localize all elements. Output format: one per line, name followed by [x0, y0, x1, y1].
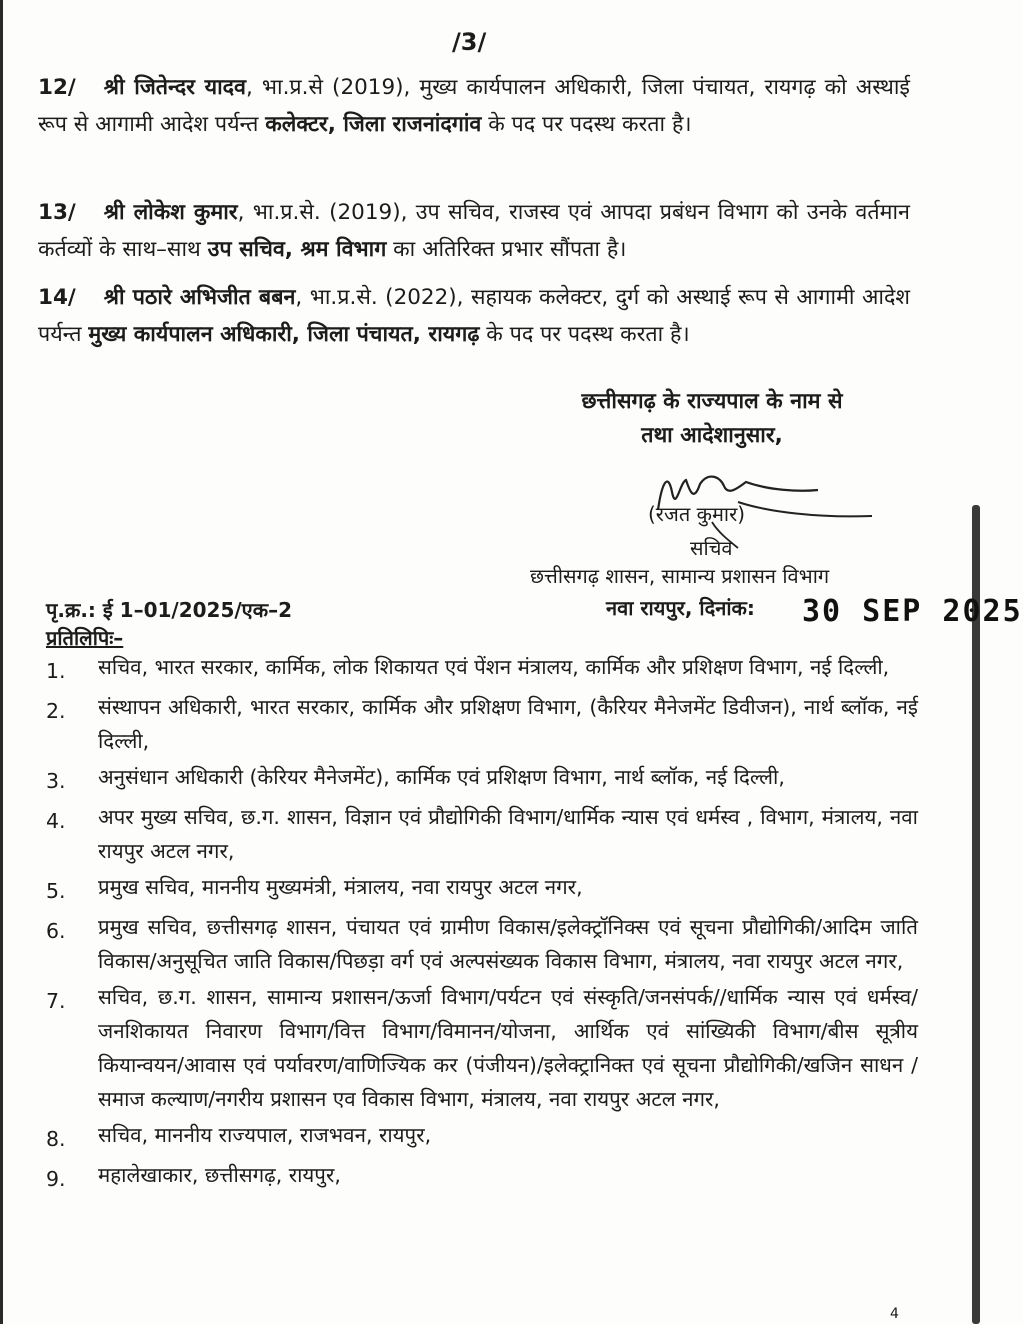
reference-number: पृ.क्र.: ई 1–01/2025/एक–2: [46, 598, 293, 622]
list-item: [46, 870, 918, 908]
page-number: /3/: [452, 28, 487, 56]
list-item: [46, 980, 918, 1116]
item-text: सचिव, माननीय राज्यपाल, राजभवन, रायपुर,: [98, 1123, 432, 1147]
item-text: सचिव, भारत सरकार, कार्मिक, लोक शिकायत एवं पेंशन मंत्रालय, कार्मिक और प्रशिक्षण विभाग, नई दिल्ली,: [98, 655, 890, 679]
item-text: अनुसंधान अधिकारी (केरियर मैनेजमेंट), कार्मिक एवं प्रशिक्षण विभाग, नार्थ ब्लॉक, नई दिल्ली,: [98, 765, 785, 789]
list-item: [46, 760, 918, 798]
paragraph-text: , भा.प्र.से (2019), मुख्य कार्यपालन अधिकारी, जिला पंचायत, रायगढ़ को अस्थाई रूप से आगामी आदेश पर्यन्त: [38, 75, 910, 137]
item-text: सचिव, छ.ग. शासन, सामान्य प्रशासन/ऊर्जा विभाग/पर्यटन एवं संस्कृति/जनसंपर्क//धार्मिक न्यास एवं धर्मस्व/जनशिकायत निवारण विभाग/वित्त विभाग/विमानन/योजना, आर्थिक एवं सांख्यिकी विभाग/बीस सूत्रीय कियान्वयन/आवास एवं पर्यावरण/वाणिज्यिक कर (पंजीयन)/इलेक्ट्रानिक्त एवं सूचना प्रौद्योगिकी/खजिन साधन /समाज कल्याण/नगरीय प्रशासन एव विकास विभाग, मंत्रालय, नवा रायपुर अटल नगर,: [98, 985, 918, 1111]
item-number: 3.: [46, 769, 66, 793]
item-number: 1.: [46, 659, 66, 683]
place-date-label: नवा रायपुर, दिनांक:: [606, 596, 755, 620]
item-number: 9.: [46, 1167, 66, 1191]
item-text: अपर मुख्य सचिव, छ.ग. शासन, विज्ञान एवं प्रौद्योगिकी विभाग/धार्मिक न्यास एवं धर्मस्व , विभाग, मंत्रालय, नवा रायपुर अटल नगर,: [98, 805, 918, 863]
paragraph-number: 12/: [38, 75, 76, 100]
paragraph-14: [38, 280, 910, 353]
posting: कलेक्टर, जिला राजनांदगांव: [265, 111, 482, 137]
item-number: 6.: [46, 919, 66, 943]
list-item: [46, 650, 918, 688]
officer-name: श्री जितेन्दर यादव: [103, 75, 247, 100]
page-footer-number: 4: [890, 1306, 899, 1322]
list-item: [46, 1158, 918, 1196]
item-text: प्रमुख सचिव, छत्तीसगढ़ शासन, पंचायत एवं ग्रामीण विकास/इलेक्ट्रॉनिक्स एवं सूचना प्रौद्योगिकी/आदिम जाति विकास/अनुसूचित जाति विकास/पिछड़ा वर्ग एवं अल्पसंख्यक विकास विभाग, मंत्रालय, नवा रायपुर अटल नगर,: [98, 915, 918, 973]
item-number: 7.: [46, 989, 66, 1013]
signatory-department: छत्तीसगढ़ शासन, सामान्य प्रशासन विभाग: [530, 564, 830, 588]
list-item: [46, 1118, 918, 1156]
paragraph-text: , भा.प्र.से. (2019), उप सचिव, राजस्व एवं आपदा प्रबंधन विभाग को उनके वर्तमान कर्तव्यों के साथ–साथ: [38, 200, 910, 262]
posting: मुख्य कार्यपालन अधिकारी, जिला पंचायत, रायगढ़: [88, 321, 480, 347]
copy-list: [46, 650, 918, 1198]
list-item: [46, 800, 918, 868]
order-line-1: छत्तीसगढ़ के राज्यपाल के नाम से: [581, 389, 843, 414]
paragraph-number: 14/: [38, 285, 76, 310]
signatory-name: (रजत कुमार): [648, 502, 746, 526]
list-item: [46, 910, 918, 978]
paragraph-text-end: के पद पर पदस्थ करता है।: [479, 321, 690, 347]
item-text: प्रमुख सचिव, माननीय मुख्यमंत्री, मंत्रालय, नवा रायपुर अटल नगर,: [98, 875, 583, 899]
paragraph-text: , भा.प्र.से. (2022), सहायक कलेक्टर, दुर्ग को अस्थाई रूप से आगामी आदेश पर्यन्त: [38, 285, 910, 347]
scan-left-edge: [0, 0, 3, 1324]
item-text: संस्थापन अधिकारी, भारत सरकार, कार्मिक और प्रशिक्षण विभाग, (कैरियर मैनेजमेंट डिवीजन), नार्थ ब्लॉक, नई दिल्ली,: [98, 695, 918, 753]
paragraph-12: [38, 70, 910, 143]
paragraph-text-end: के पद पर पदस्थ करता है।: [481, 111, 692, 137]
paragraph-number: 13/: [38, 200, 76, 225]
officer-name: श्री पठारे अभिजीत बबन: [103, 285, 296, 310]
date-stamp: 30 SEP 2025: [802, 594, 1023, 629]
signatory-designation: सचिव: [690, 536, 733, 560]
order-line-2: तथा आदेशानुसार,: [641, 423, 783, 448]
posting: उप सचिव, श्रम विभाग: [207, 236, 387, 262]
item-number: 2.: [46, 699, 66, 723]
item-text: महालेखाकार, छत्तीसगढ़, रायपुर,: [98, 1163, 341, 1187]
item-number: 8.: [46, 1127, 66, 1151]
order-authority: [552, 385, 872, 453]
officer-name: श्री लोकेश कुमार: [103, 200, 238, 225]
paragraph-13: [38, 195, 910, 268]
item-number: 5.: [46, 879, 66, 903]
paragraph-text-end: का अतिरिक्त प्रभार सौंपता है।: [386, 236, 627, 262]
list-item: [46, 690, 918, 758]
copy-heading: प्रतिलिपिः–: [46, 626, 124, 650]
item-number: 4.: [46, 809, 66, 833]
